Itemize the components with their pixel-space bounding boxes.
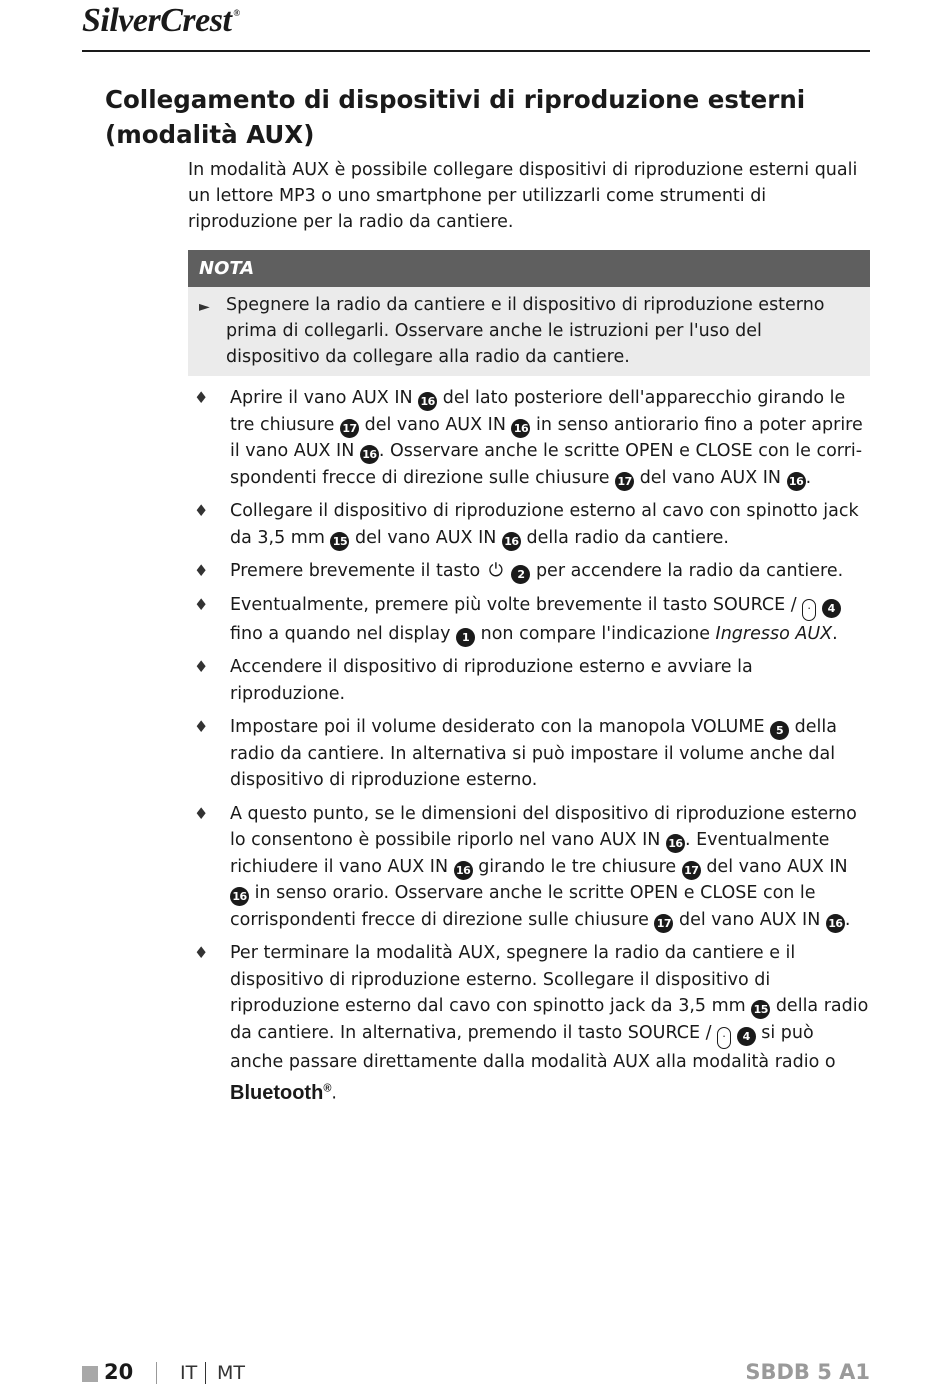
intro-paragraph: In modalità AUX è possibile collegare dispositivi di riproduzione esterni quali un lettore MP3 o uno smartphone per utilizzarli come strumenti di riproduzione per la radio da cantiere. — [188, 160, 858, 232]
display-indication: Ingresso AUX — [715, 623, 833, 644]
ref-4: 4 — [737, 1027, 756, 1046]
diamond-bullet-icon: ♦ — [194, 501, 209, 520]
ref-16: 16 — [502, 532, 521, 551]
ref-17: 17 — [654, 914, 673, 933]
silvercrest-logo — [82, 2, 240, 40]
footer-divider — [205, 1362, 206, 1384]
brand-name: SilverCrest — [82, 2, 232, 39]
diamond-bullet-icon: ♦ — [194, 803, 209, 823]
diamond-bullet-icon: ♦ — [194, 717, 209, 736]
triangle-arrow-icon: ► — [199, 299, 210, 315]
note-text: Spegnere la radio da cantiere e il dispositivo di riproduzione esterno prima di collegarli. Osservare anche le istruzioni per l'uso del dispositivo da collegare alla radio da cantiere. — [226, 295, 825, 367]
diamond-bullet-icon: ♦ — [194, 594, 209, 614]
list-item: ♦ Eventualmente, premere più volte brevemente il tasto SOURCE / ᛫ 4 fino a quando nel display 1 non compare l'indicazione Ingresso AUX. — [188, 592, 872, 648]
list-item: ♦ Aprire il vano AUX IN 16 del lato posteriore dell'apparecchio girando le tre chiusure 17 del vano AUX IN 16 in senso antiorario fino a poter aprire il vano AUX IN 16 . Osservare anche le scritte OPEN e CLOSE con le corri-spondenti frecce di direzione sulle chiusure 17 del vano AUX IN 16 . — [188, 385, 872, 491]
page-number: 20 — [104, 1360, 134, 1384]
ref-16: 16 — [511, 419, 530, 438]
ref-4: 4 — [822, 599, 841, 618]
ref-1: 1 — [456, 628, 475, 647]
list-item: ♦ Premere brevemente il tasto ⏻ 2 per accendere la radio da cantiere. — [188, 558, 872, 585]
bluetooth-icon: ᛫ — [802, 599, 816, 621]
diamond-bullet-icon: ♦ — [194, 657, 209, 676]
ref-16: 16 — [826, 914, 845, 933]
ref-16: 16 — [666, 834, 685, 853]
model-number: SBDB 5 A1 — [745, 1360, 870, 1384]
footer-divider — [156, 1362, 157, 1384]
bluetooth-icon: ᛫ — [717, 1027, 731, 1049]
bluetooth-wordmark: Bluetooth® — [230, 1081, 332, 1104]
diamond-bullet-icon: ♦ — [194, 388, 209, 407]
ref-16: 16 — [454, 861, 473, 880]
list-item: ♦ A questo punto, se le dimensioni del dispositivo di riproduzione esterno lo consentono è possibile riporlo nel vano AUX IN 16 . Eventualmente richiudere il vano AUX IN 16 girando le tre chiusure 17 del vano AUX IN 16 in senso orario. Osservare anche le scritte OPEN e CLOSE con le corrispondenti frecce di direzione sulle chiusure 17 del vano AUX IN 16 . — [188, 801, 872, 934]
ref-15: 15 — [751, 1000, 770, 1019]
list-item: ♦ Per terminare la modalità AUX, spegnere la radio da cantiere e il dispositivo di riproduzione esterno. Scollegare il dispositivo di riproduzione esterno dal cavo con spinotto jack da 3,5 mm 15 della radio da cantiere. In alternativa, premendo il tasto SOURCE / ᛫ 4 si può anche passare direttamente dalla modalità AUX alla modalità radio o Bluetooth®. — [188, 940, 872, 1107]
language-code-it: IT — [180, 1362, 198, 1384]
list-item: ♦ Accendere il dispositivo di riproduzione esterno e avviare la riproduzione. — [188, 654, 872, 707]
instruction-list — [188, 385, 872, 1114]
ref-17: 17 — [682, 861, 701, 880]
note-body — [188, 287, 870, 376]
ref-16: 16 — [230, 887, 249, 906]
list-item: ♦ Impostare poi il volume desiderato con la manopola VOLUME 5 della radio da cantiere. In alternativa si può impostare il volume anche dal dispositivo di riproduzione esterno. — [188, 714, 872, 794]
section-title: Collegamento di dispositivi di riproduzione esterni (modalità AUX) — [105, 85, 806, 149]
ref-2: 2 — [511, 565, 530, 584]
ref-17: 17 — [615, 472, 634, 491]
ref-15: 15 — [330, 532, 349, 551]
power-icon: ⏻ — [488, 560, 503, 581]
ref-16: 16 — [360, 445, 379, 464]
ref-17: 17 — [340, 419, 359, 438]
note-heading: NOTA — [188, 250, 870, 287]
ref-16: 16 — [418, 392, 437, 411]
diamond-bullet-icon: ♦ — [194, 561, 209, 580]
footer-square-icon — [82, 1366, 98, 1382]
ref-16: 16 — [787, 472, 806, 491]
brand-registered-mark: ® — [233, 8, 240, 18]
note-box — [188, 250, 870, 376]
page-header — [82, 0, 870, 52]
language-code-mt: MT — [217, 1362, 245, 1384]
list-item: ♦ Collegare il dispositivo di riproduzione esterno al cavo con spinotto jack da 3,5 mm 15 del vano AUX IN 16 della radio da cantiere. — [188, 498, 872, 551]
ref-5: 5 — [770, 721, 789, 740]
diamond-bullet-icon: ♦ — [194, 943, 209, 962]
